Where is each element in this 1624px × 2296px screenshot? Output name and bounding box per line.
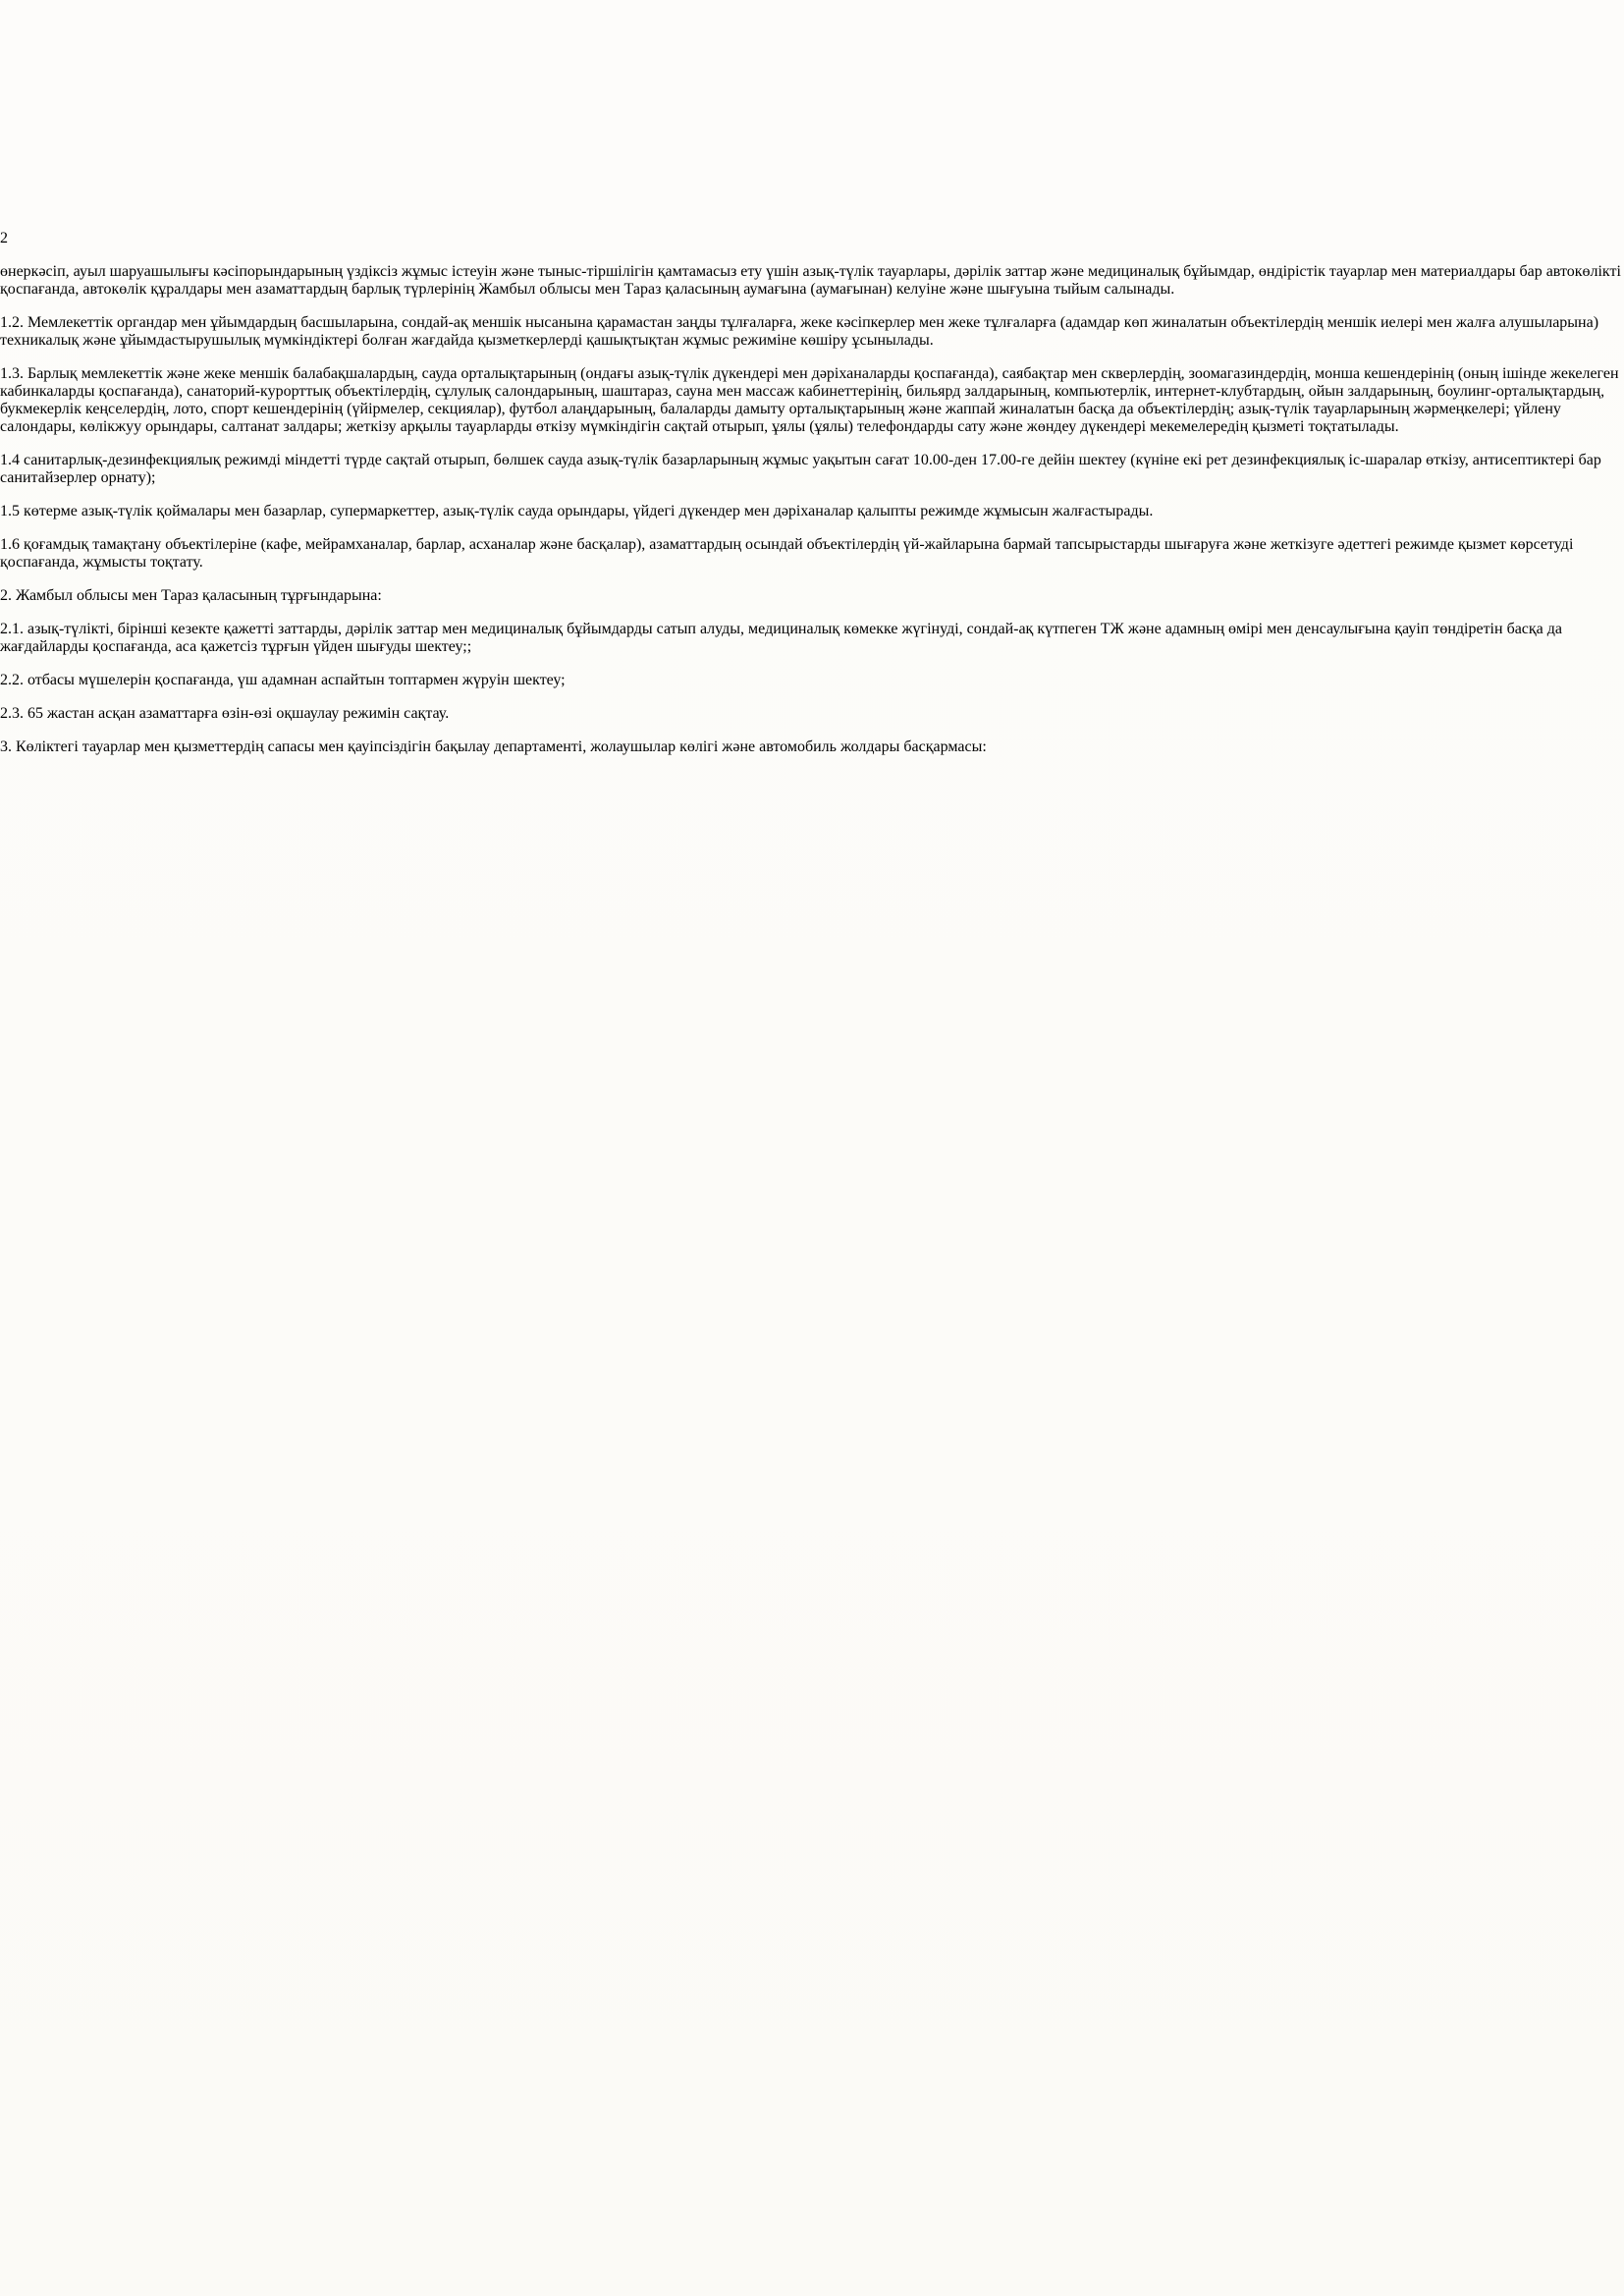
bottom-smudge-artifact [0,208,1394,230]
paragraphs [0,263,1624,756]
bleedthrough-artifact [0,106,609,132]
paragraph: 1.2. Мемлекеттік органдар мен ұйымдардың басшыларына, сондай-ақ меншік нысанына қарамастан заңды тұлғаларға, жеке кәсіпкерлер мен жеке тұлғаларға (адамдар көп жиналатын объектілердің меншік иелері мен жалға алушыларына) техникалық және ұйымдастырушылық мүмкіндіктері болған жағдайда қызметкерлерді қашықтықтан жұмыс режиміне көшіру ұсынылады. [0,314,1599,349]
paragraph: 2.3. 65 жастан асқан азаматтарға өзін-өзі оқшаулау режимін сақтау. [0,705,450,722]
paragraph: 3. Көліктегі тауарлар мен қызметтердің сапасы мен қауіпсіздігін бақылау департаменті, жолаушылар көлігі және автомобиль жолдары басқармасы: [0,738,987,755]
bleedthrough-artifact [0,157,884,183]
document-content [0,230,1624,756]
paragraph: 2. Жамбыл облысы мен Тараз қаласының тұрғындарына: [0,587,382,604]
bleedthrough-artifact [0,183,628,208]
paragraph: 2.2. отбасы мүшелерін қоспағанда, үш адамнан аспайтын топтармен жүруін шектеу; [0,672,566,688]
paragraph: 2.1. азық-түлікті, бірінші кезекте қажетті заттарды, дәрілік заттар мен медициналық бұйымдарды сатып алуды, медициналық көмекке жүгінуді, сондай-ақ күтпеген ТЖ және адамның өмірі мен денсаулығына қауіп төндіретін басқа да жағдайларды қоспағанда, аса қажетсіз тұрғын үйден шығуды шектеу;; [0,621,1563,655]
paragraph: 1.6 қоғамдық тамақтану объектілеріне (кафе, мейрамханалар, барлар, асханалар және басқалар), азаматтардың осындай объектілердің үй-жайларына бармай тапсырыстарды шығаруға және жеткізуге әдеттегі режимде қызмет көрсетуді қоспағанда, жұмысты тоқтату. [0,536,1574,571]
paragraph: өнеркәсіп, ауыл шаруашылығы кәсіпорындарының үздіксіз жұмыс істеуін және тыныс-тіршілігін қамтамасыз ету үшін азық-түлік тауарлары, дәрілік заттар және медициналық бұйымдар, өндірістік тауарлар мен материалдары бар автокөлікті қоспағанда, автокөлік құралдары мен азаматтардың барлық түрлерінің Жамбыл облысы мен Тараз қаласының аумағына (аумағынан) келуіне және шығуына тыйым салынады. [0,263,1621,298]
paragraph: 1.3. Барлық мемлекеттік және жеке меншік балабақшалардың, сауда орталықтарының (ондағы азық-түлік дүкендері мен дәріханаларды қоспағанда), саябақтар мен скверлердің, зоомагазиндердің, монша кешендерінің (оның ішінде жекелеген кабинкаларды қоспағанда), санаторий-курорттық объектілердің, сұлулық салондарының, шаштараз, сауна мен массаж кабинеттерінің, бильярд залдарының, компьютерлік, интернет-клубтардың, ойын залдарының, боулинг-орталықтардың, букмекерлік кеңселердің, лото, спорт кешендерінің (үйірмелер, секциялар), футбол алаңдарының, балаларды дамыту орталықтарының және жаппай жиналатын басқа да объектілердің; азық-түлік тауарларының жәрмеңкелері; үйлену салондары, көлікжуу орындары, салтанат залдары; жеткізу арқылы тауарларды өткізу мүмкіндігін сақтай отырып, ұялы (ұялы) телефондарды сату және жөндеу дүкендері мекемелередің қызметі тоқтатылады. [0,365,1619,435]
page-number: 2 [0,230,8,246]
bleedthrough-artifact [0,27,324,51]
paragraph: 1.5 көтерме азық-түлік қоймалары мен базарлар, супермаркеттер, азық-түлік сауда орындары, үйдегі дүкендер мен дәріханалар қалыпты режимде жұмысын жалғастырады. [0,503,1154,519]
paragraph: 1.4 санитарлық-дезинфекциялық режимді міндетті түрде сақтай отырып, бөлшек сауда азық-түлік базарларының жұмыс уақытын сағат 10.00-ден 17.00-ге дейін шектеу (күніне екі рет дезинфекциялық іс-шаралар өткізу, антисептиктері бар санитайзерлер орнату); [0,452,1601,486]
